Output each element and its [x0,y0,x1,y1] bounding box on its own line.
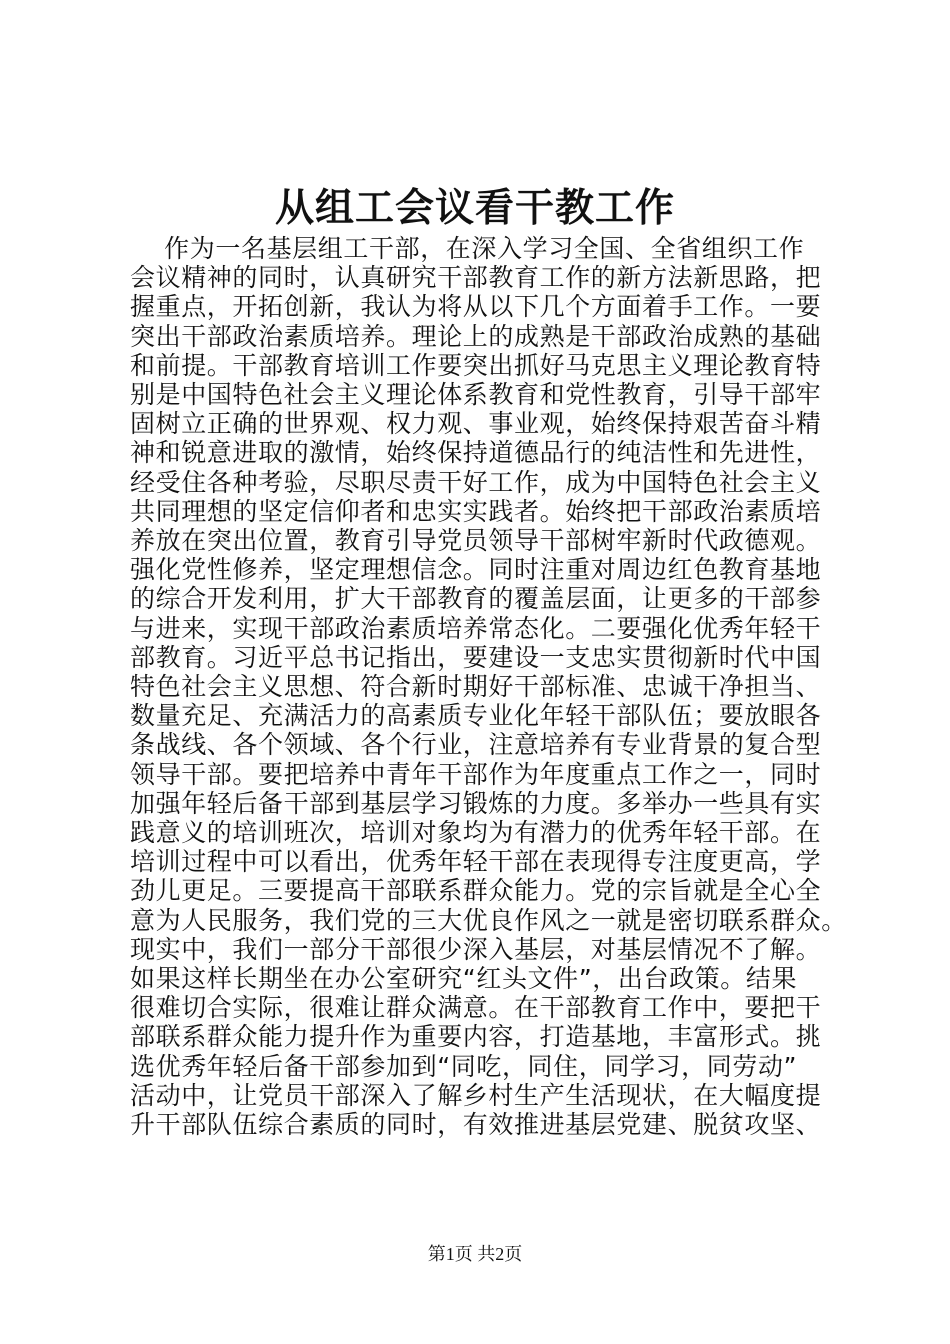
text-line: 加强年轻后备干部到基层学习锻炼的力度。多举办一些具有实 [130,788,822,818]
text-line: 选优秀年轻后备干部参加到“同吃，同住，同学习，同劳动” [130,1051,798,1081]
text-line: 固树立正确的世界观、权力观、事业观，始终保持艰苦奋斗精 [130,409,822,439]
text-line: 如果这样长期坐在办公室研究“红头文件”，出台政策。结果 [130,964,798,994]
body-text [130,234,847,1140]
text-line: 别是中国特色社会主义理论体系教育和党性教育，引导干部牢 [130,380,822,410]
text-line: 培训过程中可以看出，优秀年轻干部在表现得专注度更高，学 [130,847,822,877]
text-line: 数量充足、充满活力的高素质专业化年轻干部队伍；要放眼各 [130,701,822,731]
text-line: 的综合开发利用，扩大干部教育的覆盖层面，让更多的干部参 [130,584,822,614]
text-line: 养放在突出位置，教育引导党员领导干部树牢新时代政德观。 [130,526,822,556]
text-line: 共同理想的坚定信仰者和忠实实践者。始终把干部政治素质培 [130,496,822,526]
text-line: 神和锐意进取的激情，始终保持道德品行的纯洁性和先进性， [130,438,822,468]
text-line: 部教育。习近平总书记指出，要建设一支忠实贯彻新时代中国 [130,642,822,672]
text-line: 活动中，让党员干部深入了解乡村生产生活现状，在大幅度提 [130,1080,822,1110]
text-line: 握重点，开拓创新，我认为将从以下几个方面着手工作。一要 [130,292,822,322]
text-line: 现实中，我们一部分干部很少深入基层，对基层情况不了解。 [130,934,822,964]
text-line: 升干部队伍综合素质的同时，有效推进基层党建、脱贫攻坚、 [130,1110,822,1140]
text-line: 和前提。干部教育培训工作要突出抓好马克思主义理论教育特 [130,350,822,380]
text-line: 突出干部政治素质培养。理论上的成熟是干部政治成熟的基础 [130,321,822,351]
text-line: 经受住各种考验，尽职尽责干好工作，成为中国特色社会主义 [130,467,822,497]
text-line: 领导干部。要把培养中青年干部作为年度重点工作之一，同时 [130,759,822,789]
text-line: 强化党性修养，坚定理想信念。同时注重对周边红色教育基地 [130,555,822,585]
page-title: 从组工会议看干教工作 [274,185,675,231]
text-line: 特色社会主义思想、符合新时期好干部标准、忠诚干净担当、 [130,672,822,702]
text-line: 部联系群众能力提升作为重要内容，打造基地，丰富形式。挑 [130,1022,822,1052]
text-line: 劲儿更足。三要提高干部联系群众能力。党的宗旨就是全心全 [130,876,822,906]
text-line: 意为人民服务，我们党的三大优良作风之一就是密切联系群众。 [130,905,847,935]
page-footer: 第1页 共2页 [427,1244,523,1264]
text-line: 很难切合实际，很难让群众满意。在干部教育工作中，要把干 [130,993,822,1023]
text-line: 与进来，实现干部政治素质培养常态化。二要强化优秀年轻干 [130,613,822,643]
text-line: 践意义的培训班次，培训对象均为有潜力的优秀年轻干部。在 [130,818,822,848]
text-line: 会议精神的同时，认真研究干部教育工作的新方法新思路，把 [130,263,822,293]
text-line: 条战线、各个领域、各个行业，注意培养有专业背景的复合型 [130,730,822,760]
text-line: 作为一名基层组工干部，在深入学习全国、全省组织工作 [130,234,805,263]
